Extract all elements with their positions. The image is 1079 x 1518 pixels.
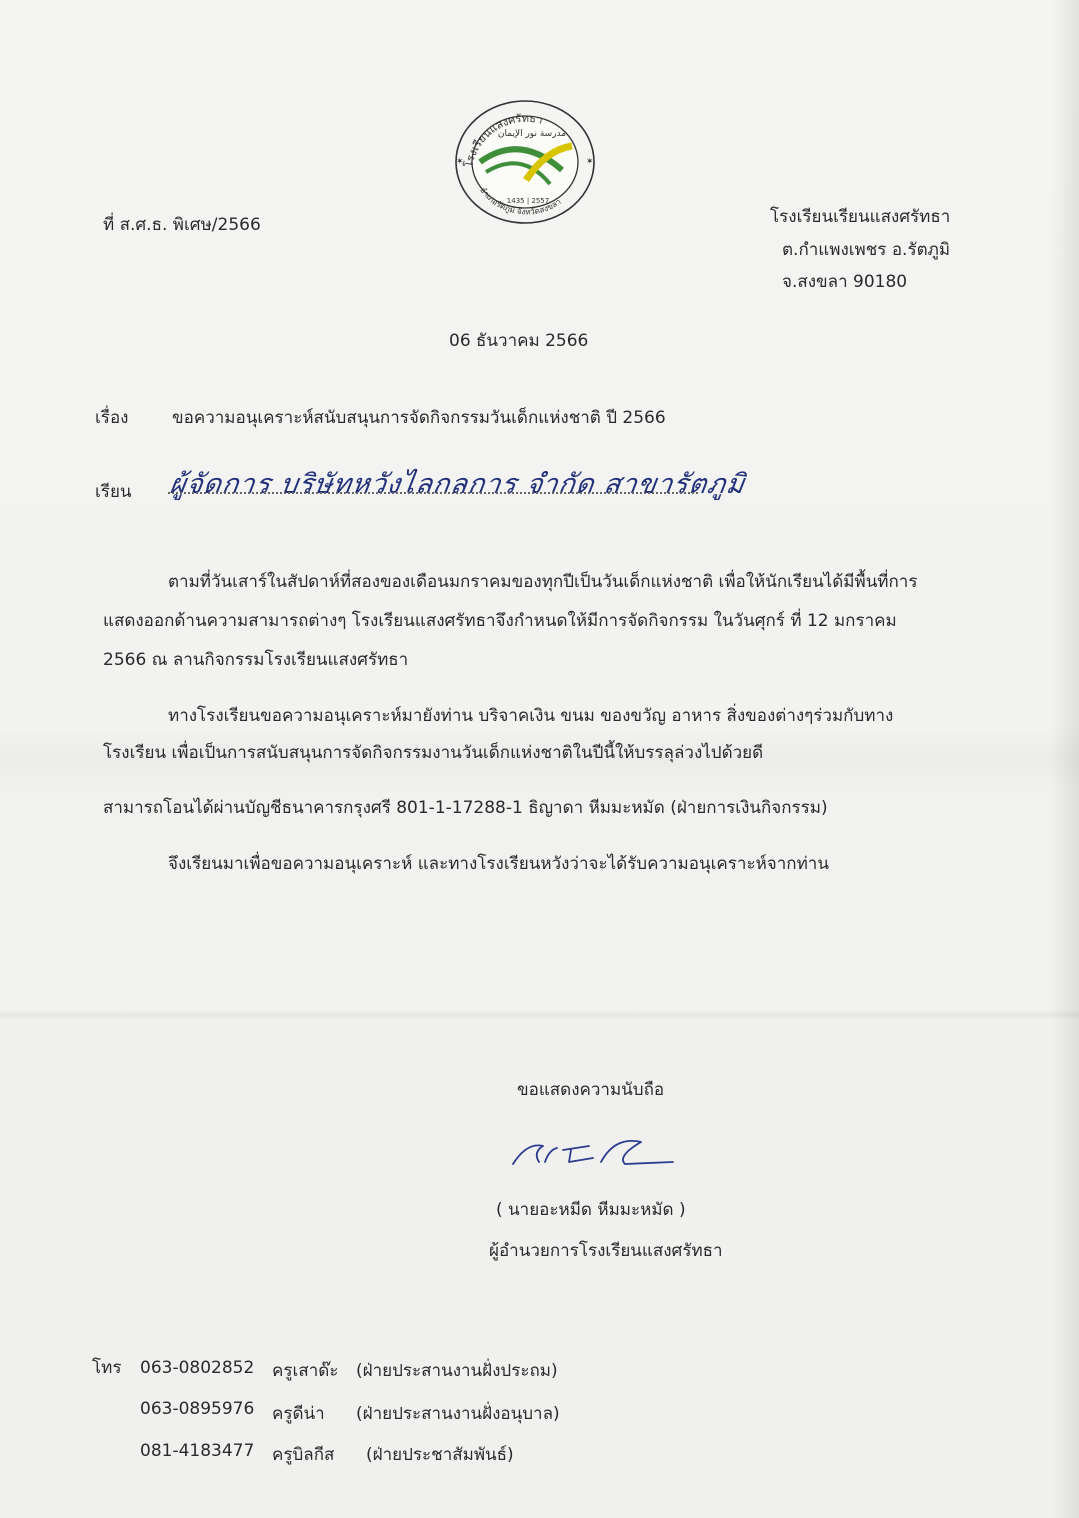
- recipient-handwritten: ผู้จัดการ บริษัทหวังไลกลการ จำกัด สาขารัตภูมิ: [167, 469, 748, 500]
- contact-2-phone: 063-0895976: [140, 1399, 255, 1419]
- school-logo: [450, 98, 600, 228]
- recipient-label: เรียน: [95, 482, 132, 502]
- address-line-2: จ.สงขลา 90180: [782, 272, 908, 292]
- signatory-name: ( นายอะหมีด หีมมะหมัด ): [496, 1200, 686, 1220]
- closing-line: จึงเรียนมาเพื่อขอความอนุเคราะห์ และทางโรงเรียนหวังว่าจะได้รับความอนุเคราะห์จากท่าน: [168, 854, 829, 874]
- body-paragraph-2-line-1: ทางโรงเรียนขอความอนุเคราะห์มายังท่าน บริจาคเงิน ขนม ของขวัญ อาหาร สิ่งของต่างๆร่วมกับทาง: [168, 706, 894, 726]
- contact-3-phone: 081-4183477: [140, 1441, 255, 1461]
- contact-1-dept: (ฝ่ายประสานงานฝั่งประถม): [356, 1361, 558, 1381]
- address-line-1: ต.กำแพงเพชร อ.รัตภูมิ: [782, 240, 951, 260]
- body-paragraph-1-line-1: ตามที่วันเสาร์ในสัปดาห์ที่สองของเดือนมกราคมของทุกปีเป็นวันเด็กแห่งชาติ เพื่อให้นักเรียนได้มีพื้นที่การ: [168, 572, 918, 592]
- letter-date: 06 ธันวาคม 2566: [449, 331, 589, 351]
- page-edge-shadow: [1051, 0, 1079, 1518]
- logo-star-left-icon: ✶: [456, 157, 464, 167]
- handwritten-signature: [505, 1132, 680, 1177]
- page-fold: [0, 1010, 1079, 1020]
- regards-text: ขอแสดงความนับถือ: [517, 1080, 665, 1100]
- logo-bottom-text: อำเภอรัตภูมิ จังหวัดสงขลา: [478, 185, 563, 217]
- subject-label: เรื่อง: [95, 408, 129, 428]
- subject-text: ขอความอนุเคราะห์สนับสนุนการจัดกิจกรรมวันเด็กแห่งชาติ ปี 2566: [172, 408, 666, 428]
- contact-1-phone: 063-0802852: [140, 1358, 255, 1378]
- body-paragraph-1-line-2: แสดงออกด้านความสามารถต่างๆ โรงเรียนแสงศรัทธาจึงกำหนดให้มีการจัดกิจกรรม ในวันศุกร์ ที่ 12 มกราคม: [103, 611, 897, 631]
- contact-1-name: ครูเสาด๊ะ: [272, 1361, 339, 1381]
- contact-2-name: ครูดีน่า: [272, 1404, 325, 1424]
- body-paragraph-1-line-3: 2566 ณ ลานกิจกรรมโรงเรียนแสงศรัทธา: [103, 650, 409, 670]
- bank-account-line: สามารถโอนได้ผ่านบัญชีธนาคารกรุงศรี 801-1-17288-1 ธิญาดา หีมมะหมัด (ฝ่ายการเงินกิจกรรม): [103, 798, 828, 818]
- contact-2-dept: (ฝ่ายประสานงานฝั่งอนุบาล): [356, 1404, 560, 1424]
- body-paragraph-2-line-2: โรงเรียน เพื่อเป็นการสนับสนุนการจัดกิจกรรมงานวันเด็กแห่งชาติในปีนี้ให้บรรลุล่วงไปด้วยดี: [103, 743, 764, 763]
- phone-label: โทร: [92, 1358, 122, 1378]
- logo-top-text: โรงเรียนแสงศรัทธา: [462, 111, 545, 169]
- logo-year: 1435 | 2557: [506, 197, 550, 205]
- contact-3-dept: (ฝ่ายประชาสัมพันธ์): [366, 1445, 514, 1465]
- reference-number: ที่ ส.ศ.ธ. พิเศษ/2566: [103, 215, 261, 235]
- contact-3-name: ครูบิลกีส: [272, 1445, 335, 1465]
- school-name: โรงเรียนเรียนแสงศรัทธา: [770, 207, 951, 227]
- logo-arabic-text: مدرسة نور الإيمان: [497, 129, 567, 139]
- logo-star-right-icon: ✶: [586, 157, 594, 167]
- recipient-dotted-line: [168, 492, 698, 494]
- signatory-position: ผู้อำนวยการโรงเรียนแสงศรัทธา: [489, 1241, 723, 1261]
